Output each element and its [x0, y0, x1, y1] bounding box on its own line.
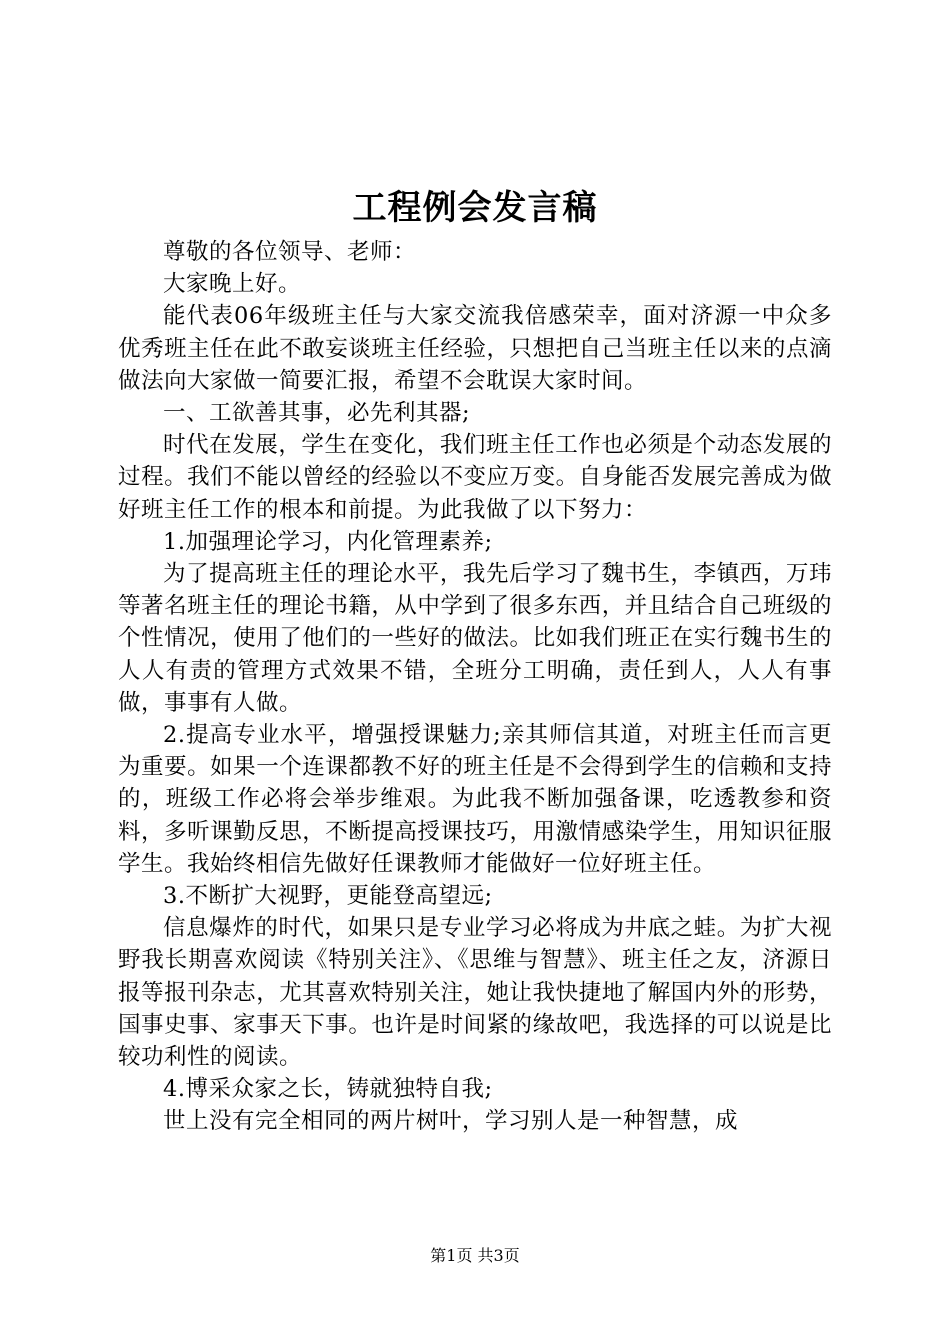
section-heading-1: 一、工欲善其事，必先利其器; — [163, 400, 471, 427]
paragraph-greeting: 尊敬的各位领导、老师： — [163, 239, 417, 265]
subheading-1: 1.加强理论学习，内化管理素养; — [163, 528, 493, 555]
paragraph-salutation: 大家晚上好。 — [163, 271, 302, 298]
document-title: 工程例会发言稿 — [352, 188, 598, 228]
subheading-4: 4.博采众家之长，铸就独特自我; — [163, 1076, 493, 1103]
paragraph-sub-1: 为了提高班主任的理论水平，我先后学习了魏书生，李镇西，万玮等著名班主任的理论书籍，从中学到了很多东西，并且结合自己班级的个性情况，使用了他们的一些好的做法。比如我们班正在实行魏书生的人人有责的管理方式效果不错，全班分工明确，责任到人，人人有事做，事事有人做。 — [118, 561, 832, 716]
paragraph-sub-2: 2.提高专业水平，增强授课魅力;亲其师信其道，对班主任而言更为重要。如果一个连课都教不好的班主任是不会得到学生的信赖和支持的，班级工作必将会举步维艰。为此我不断加强备课，吃透教参和资料，多听课勤反思，不断提高授课技巧，用激情感染学生，用知识征服学生。我始终相信先做好任课教师才能做好一位好班主任。 — [118, 722, 832, 877]
document-body — [118, 236, 832, 1138]
paragraph-sub-3: 信息爆炸的时代，如果只是专业学习必将成为井底之蛙。为扩大视野我长期喜欢阅读《特别关注》、《思维与智慧》、班主任之友，济源日报等报刊杂志，尤其喜欢特别关注，她让我快捷地了解国内外的形势，国事史事、家事天下事。也许是时间紧的缘故吧，我选择的可以说是比较功利性的阅读。 — [118, 915, 832, 1071]
paragraph-intro: 能代表06年级班主任与大家交流我倍感荣幸，面对济源一中众多优秀班主任在此不敢妄谈班主任经验，只想把自己当班主任以来的点滴做法向大家做一简要汇报，希望不会耽误大家时间。 — [118, 303, 832, 394]
page-number-footer: 第1页 共3页 — [430, 1246, 520, 1265]
paragraph-sub-4: 世上没有完全相同的两片树叶，学习别人是一种智慧，成 — [163, 1108, 739, 1135]
paragraph-section-1: 时代在发展，学生在变化，我们班主任工作也必须是个动态发展的过程。我们不能以曾经的经验以不变应万变。自身能否发展完善成为做好班主任工作的根本和前提。为此我做了以下努力： — [118, 432, 832, 523]
subheading-3: 3.不断扩大视野，更能登高望远; — [163, 883, 493, 910]
